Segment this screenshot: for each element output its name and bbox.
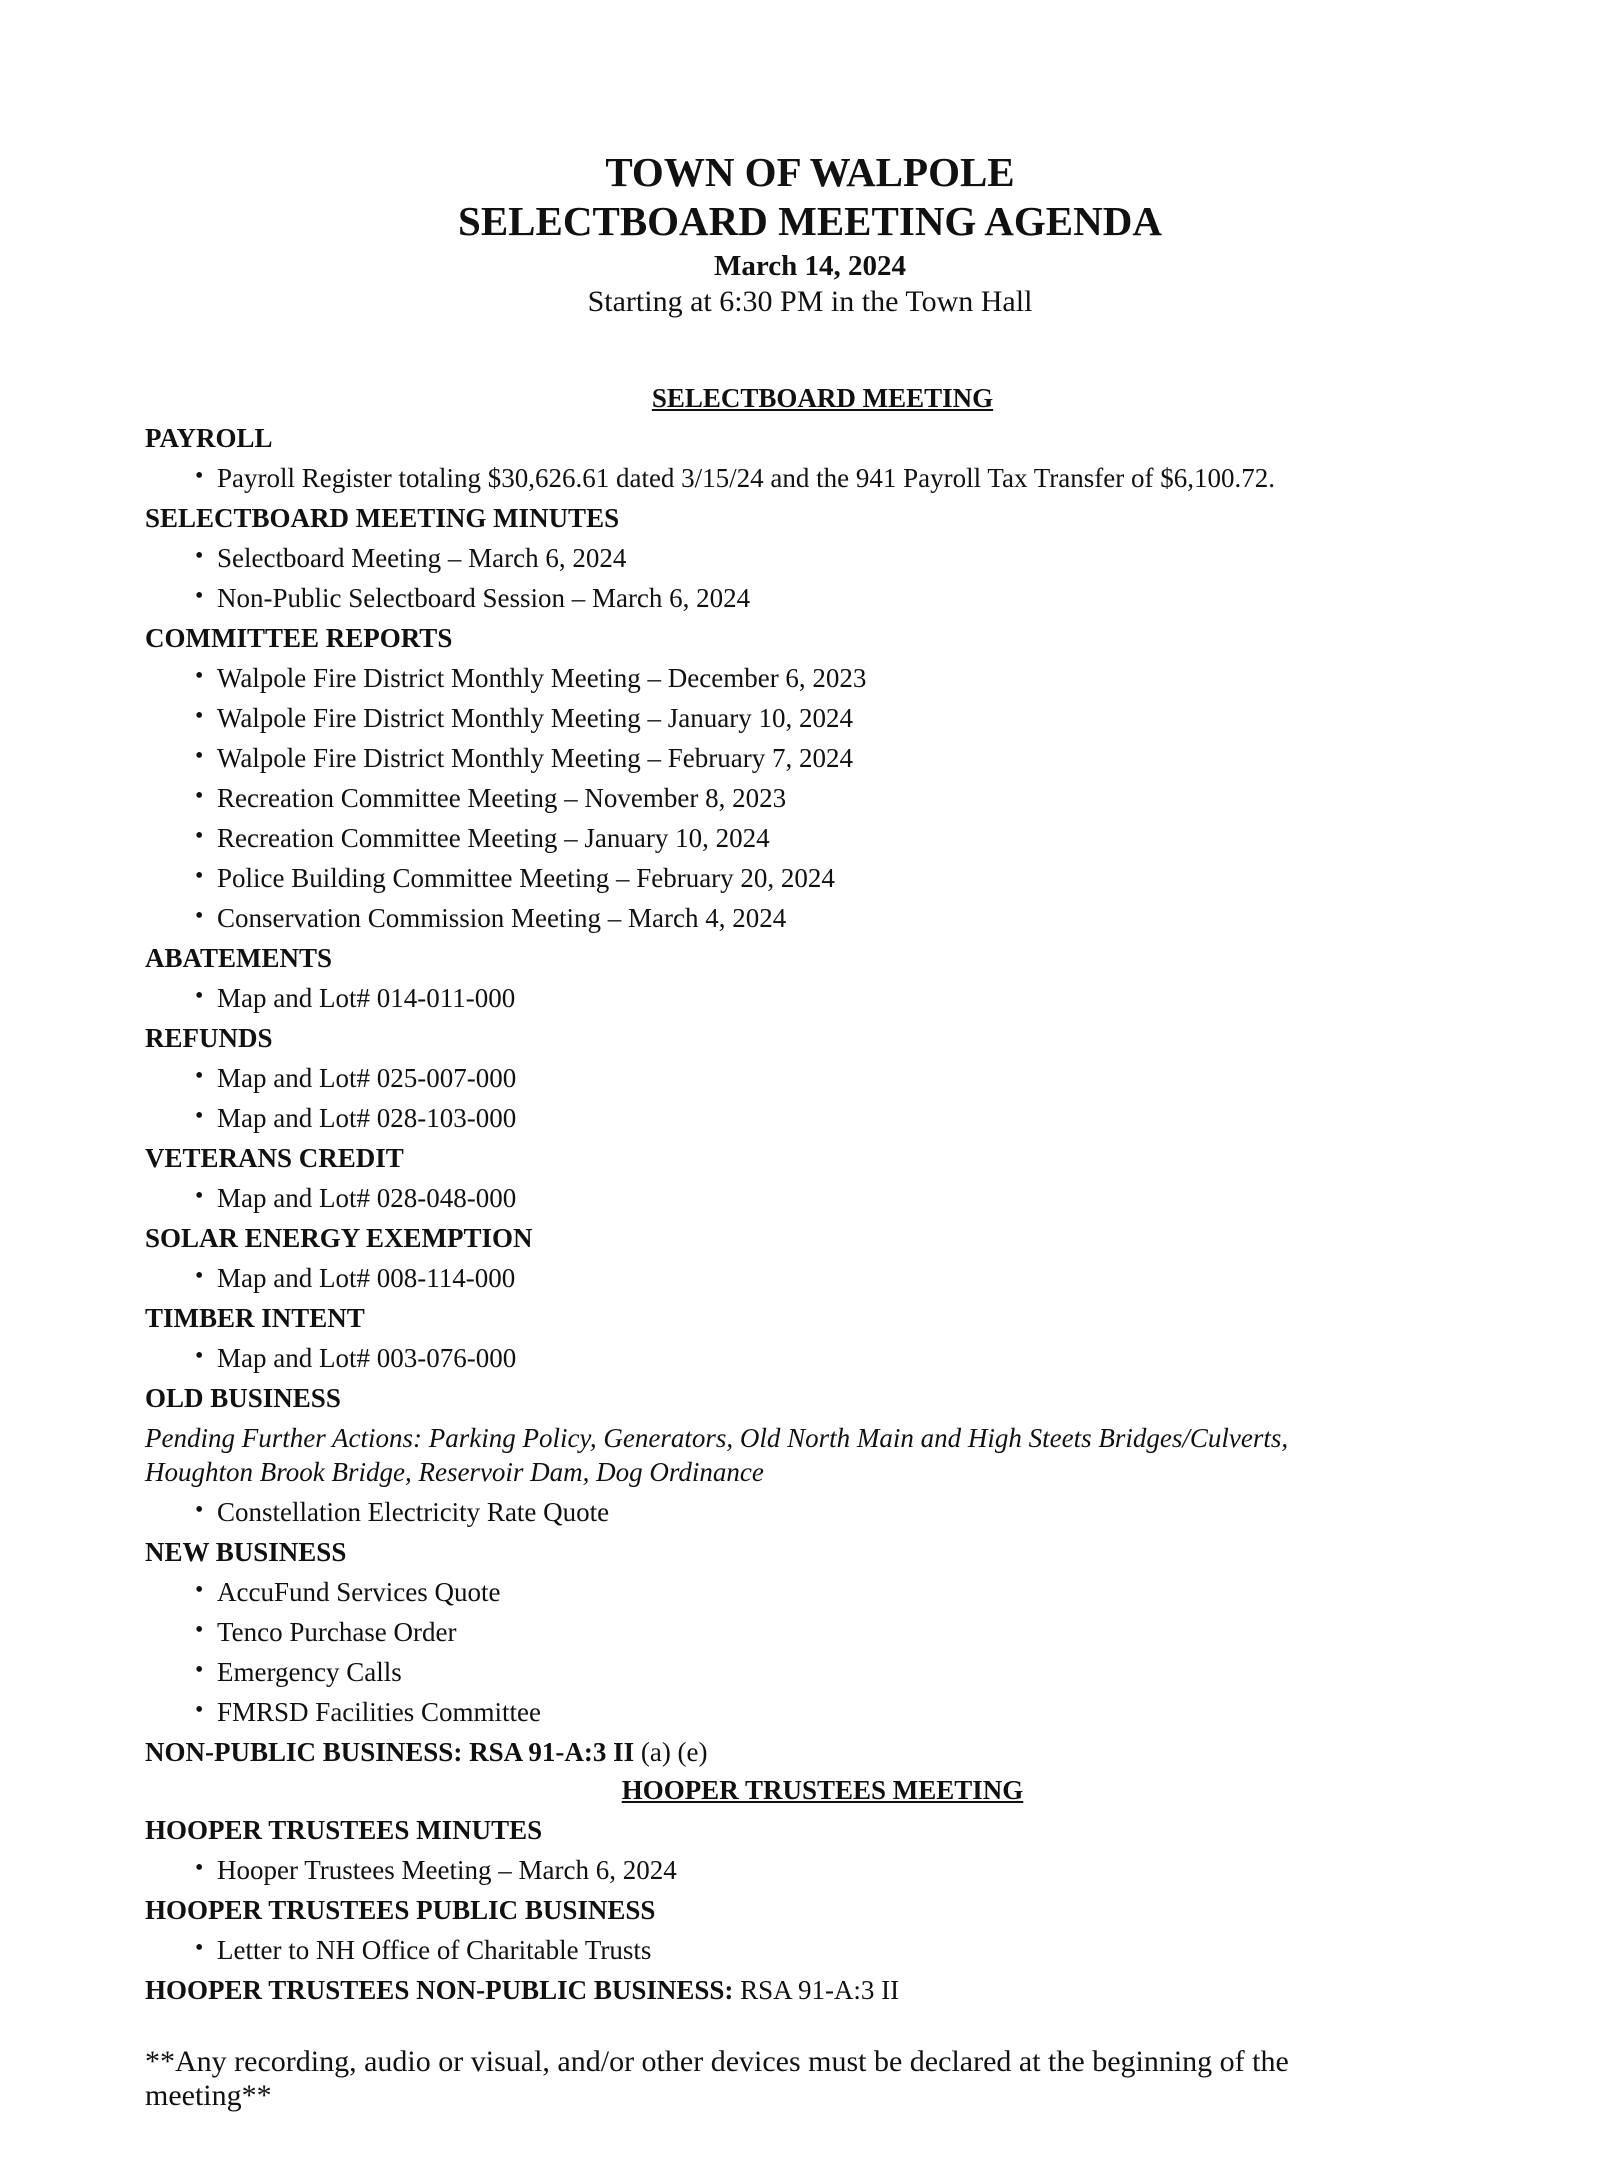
pending-actions-note (145, 1421, 1485, 1489)
bullet-icon: • (195, 1935, 204, 1961)
list-item: • Walpole Fire District Monthly Meeting – February 7, 2024 (145, 738, 1485, 778)
hooper-section (145, 1770, 1485, 2010)
hooper-non-public-business (145, 1970, 1485, 2010)
list-item: • Map and Lot# 008-114-000 (145, 1258, 1485, 1298)
list-item: • Walpole Fire District Monthly Meeting – December 6, 2023 (145, 658, 1485, 698)
heading-old-business: OLD BUSINESS (145, 1383, 341, 1413)
refunds-list (145, 1058, 1485, 1138)
town-name: TOWN OF WALPOLE (605, 149, 1015, 195)
bullet-icon: • (195, 1855, 204, 1881)
payroll-list (145, 458, 1485, 498)
list-item: • FMRSD Facilities Committee (145, 1692, 1485, 1732)
heading-non-public-business: NON-PUBLIC BUSINESS: RSA 91-A:3 II (145, 1737, 635, 1767)
selectboard-section (145, 378, 1485, 1772)
bullet-icon: • (195, 1103, 204, 1129)
heading-payroll: PAYROLL (145, 423, 273, 453)
list-item: • Tenco Purchase Order (145, 1612, 1485, 1652)
hooper-non-public-suffix: RSA 91-A:3 II (733, 1975, 900, 2005)
bullet-icon: • (195, 823, 204, 849)
list-item: • Recreation Committee Meeting – November 8, 2023 (145, 778, 1485, 818)
veterans-list (145, 1178, 1485, 1218)
bullet-icon: • (195, 903, 204, 929)
heading-abatements: ABATEMENTS (145, 943, 333, 973)
heading-veterans-credit: VETERANS CREDIT (145, 1143, 404, 1173)
bullet-icon: • (195, 463, 204, 489)
list-item: • Map and Lot# 028-103-000 (145, 1098, 1485, 1138)
bullet-icon: • (195, 1577, 204, 1603)
list-item: • Map and Lot# 003-076-000 (145, 1338, 1485, 1378)
committee-list (145, 658, 1485, 938)
list-item: • Emergency Calls (145, 1652, 1485, 1692)
list-item: • Recreation Committee Meeting – January 10, 2024 (145, 818, 1485, 858)
heading-new-business: NEW BUSINESS (145, 1537, 347, 1567)
list-item: • Selectboard Meeting – March 6, 2024 (145, 538, 1485, 578)
bullet-icon: • (195, 863, 204, 889)
heading-solar-exemption: SOLAR ENERGY EXEMPTION (145, 1223, 533, 1253)
heading-committee-reports: COMMITTEE REPORTS (145, 623, 453, 653)
meeting-date: March 14, 2024 (714, 250, 906, 282)
non-public-business (145, 1732, 1485, 1772)
bullet-icon: • (195, 1657, 204, 1683)
heading-hooper-public-business: HOOPER TRUSTEES PUBLIC BUSINESS (145, 1895, 656, 1925)
pending-actions-line-2: Houghton Brook Bridge, Reservoir Dam, Dog Ordinance (145, 1457, 764, 1487)
bullet-icon: • (195, 983, 204, 1009)
list-item: • Letter to NH Office of Charitable Trusts (145, 1930, 1485, 1970)
heading-timber-intent: TIMBER INTENT (145, 1303, 365, 1333)
list-item: • Police Building Committee Meeting – February 20, 2024 (145, 858, 1485, 898)
bullet-icon: • (195, 1697, 204, 1723)
abatements-list (145, 978, 1485, 1018)
bullet-icon: • (195, 1497, 204, 1523)
list-item: • AccuFund Services Quote (145, 1572, 1485, 1612)
heading-hooper-minutes: HOOPER TRUSTEES MINUTES (145, 1815, 543, 1845)
recording-notice (145, 2045, 1445, 2113)
list-item: • Constellation Electricity Rate Quote (145, 1492, 1485, 1532)
heading-refunds: REFUNDS (145, 1023, 273, 1053)
bullet-icon: • (195, 1183, 204, 1209)
list-item: • Map and Lot# 028-048-000 (145, 1178, 1485, 1218)
section-title-selectboard: SELECTBOARD MEETING (651, 383, 994, 413)
recording-notice-line-1: **Any recording, audio or visual, and/or other devices must be declared at the beginning of the (145, 2045, 1289, 2078)
list-item: • Non-Public Selectboard Session – March 6, 2024 (145, 578, 1485, 618)
bullet-icon: • (195, 663, 204, 689)
heading-hooper-non-public: HOOPER TRUSTEES NON-PUBLIC BUSINESS: (145, 1975, 734, 2005)
hooper-public-list (145, 1930, 1485, 1970)
bullet-icon: • (195, 1343, 204, 1369)
bullet-icon: • (195, 1263, 204, 1289)
bullet-icon: • (195, 743, 204, 769)
list-item: • Hooper Trustees Meeting – March 6, 2024 (145, 1850, 1485, 1890)
list-item: • Conservation Commission Meeting – March 4, 2024 (145, 898, 1485, 938)
meeting-start-time: Starting at 6:30 PM in the Town Hall (587, 285, 1033, 318)
solar-list (145, 1258, 1485, 1298)
recording-notice-line-2: meeting** (145, 2079, 272, 2112)
bullet-icon: • (195, 1063, 204, 1089)
pending-actions-line-1: Pending Further Actions: Parking Policy, Generators, Old North Main and High Steets Bridges/Culverts, (145, 1423, 1289, 1453)
list-item: • Payroll Register totaling $30,626.61 dated 3/15/24 and the 941 Payroll Tax Transfer of $6,100.72. (145, 458, 1485, 498)
non-public-business-suffix: (a) (e) (634, 1737, 708, 1767)
old-business-list (145, 1492, 1485, 1532)
new-business-list (145, 1572, 1485, 1732)
minutes-list (145, 538, 1485, 618)
heading-selectboard-minutes: SELECTBOARD MEETING MINUTES (145, 503, 620, 533)
list-item: • Map and Lot# 025-007-000 (145, 1058, 1485, 1098)
bullet-icon: • (195, 783, 204, 809)
list-item: • Walpole Fire District Monthly Meeting – January 10, 2024 (145, 698, 1485, 738)
bullet-icon: • (195, 543, 204, 569)
bullet-icon: • (195, 703, 204, 729)
bullet-icon: • (195, 1617, 204, 1643)
timber-list (145, 1338, 1485, 1378)
hooper-minutes-list (145, 1850, 1485, 1890)
list-item: • Map and Lot# 014-011-000 (145, 978, 1485, 1018)
section-title-hooper: HOOPER TRUSTEES MEETING (621, 1775, 1024, 1805)
bullet-icon: • (195, 583, 204, 609)
agenda-title: SELECTBOARD MEETING AGENDA (458, 198, 1162, 244)
